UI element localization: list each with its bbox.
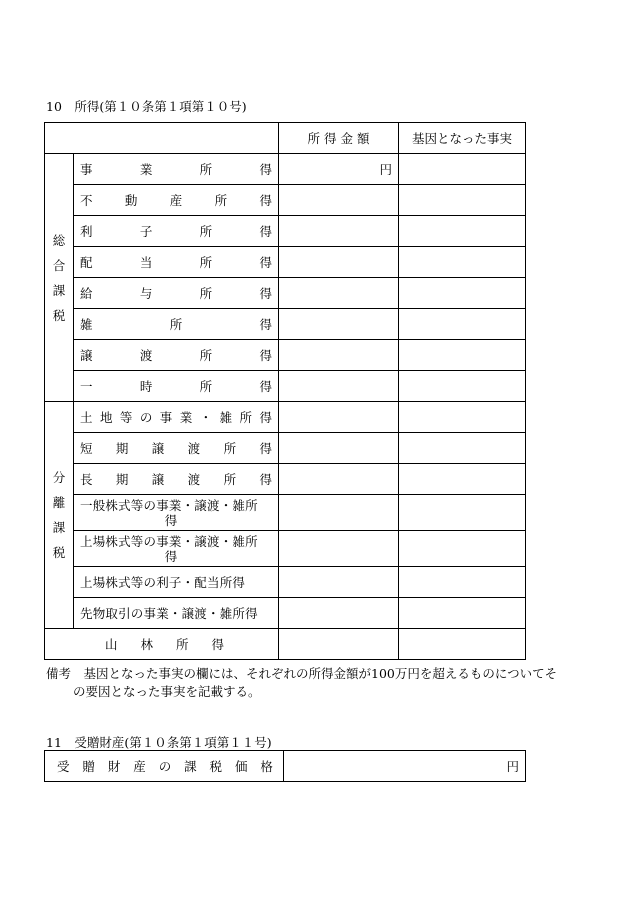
table-row	[45, 402, 526, 433]
remark-line1: 備考 基因となった事実の欄には、それぞれの所得金額が100万円を超えるものについてそ	[46, 666, 558, 681]
label-char: 得	[259, 316, 272, 332]
header-basis: 基因となった事実	[399, 123, 526, 154]
label-char: 得	[259, 471, 272, 487]
label-char: 雑	[80, 316, 93, 332]
basis-fact-cell[interactable]	[399, 247, 526, 278]
income-type-label	[74, 216, 279, 247]
separate-taxation-label	[45, 402, 74, 629]
income-amount-cell[interactable]	[279, 371, 399, 402]
label-char: 産	[169, 192, 183, 208]
basis-fact-cell[interactable]	[399, 598, 526, 629]
label-char: 期	[115, 440, 129, 456]
income-amount-cell[interactable]	[279, 531, 399, 567]
income-type-label	[74, 402, 279, 433]
label-char: 業	[139, 161, 153, 177]
basis-fact-cell[interactable]	[399, 340, 526, 371]
group-label-char: 合	[52, 257, 66, 273]
table-row	[45, 154, 526, 185]
label-char: 渡	[187, 440, 201, 456]
forest-income-amount[interactable]	[279, 629, 399, 660]
basis-fact-cell[interactable]	[399, 185, 526, 216]
label-char: 長	[80, 471, 93, 487]
label-char: 時	[139, 378, 153, 394]
income-type-label	[74, 247, 279, 278]
label-char: 受	[57, 758, 70, 774]
basis-fact-cell[interactable]	[399, 216, 526, 247]
label-char: 得	[259, 254, 272, 270]
income-amount-cell[interactable]	[279, 567, 399, 598]
label-char: 得	[259, 440, 272, 456]
label-char: 得	[211, 636, 224, 652]
label-char: 得	[259, 223, 272, 239]
basis-fact-cell[interactable]	[399, 495, 526, 531]
table-row	[45, 495, 526, 531]
label-char: 課	[184, 758, 197, 774]
income-type-text	[74, 317, 278, 332]
income-type-text	[74, 410, 278, 425]
label-char: 所	[223, 471, 237, 487]
general-taxation-label	[45, 154, 74, 402]
label-char: 得	[259, 161, 272, 177]
label-char: 所	[175, 636, 189, 652]
gift-table	[44, 750, 526, 782]
label-char: 所	[199, 254, 213, 270]
table-row	[45, 464, 526, 495]
label-char: 所	[199, 161, 213, 177]
label-char: 税	[209, 758, 223, 774]
income-type-text	[74, 348, 278, 363]
income-type-text: 上場株式等の事業・譲渡・雑所	[80, 533, 258, 549]
basis-fact-cell[interactable]	[399, 154, 526, 185]
income-amount-cell[interactable]	[279, 433, 399, 464]
income-type-text	[74, 224, 278, 239]
income-amount-cell[interactable]	[279, 278, 399, 309]
label-char: 所	[199, 285, 213, 301]
label-char: 格	[260, 758, 273, 774]
label-char: 所	[199, 347, 213, 363]
income-type-text: 一般株式等の事業・譲渡・雑所	[80, 497, 258, 513]
gift-value[interactable]	[284, 751, 526, 782]
income-amount-cell[interactable]	[279, 309, 399, 340]
group-label-char: 離	[52, 495, 66, 510]
label-char: 得	[259, 347, 272, 363]
income-amount-cell[interactable]	[279, 464, 399, 495]
income-type-text	[74, 472, 278, 487]
forest-income-basis[interactable]	[399, 629, 526, 660]
basis-fact-cell[interactable]	[399, 278, 526, 309]
label-char: 産	[133, 758, 146, 774]
basis-fact-cell[interactable]	[399, 309, 526, 340]
income-type-label	[74, 598, 279, 629]
table-row	[45, 567, 526, 598]
basis-fact-cell[interactable]	[399, 464, 526, 495]
income-amount-cell[interactable]	[279, 495, 399, 531]
income-type-label	[74, 371, 279, 402]
table-row	[45, 309, 526, 340]
label-char: 期	[115, 471, 129, 487]
basis-fact-cell[interactable]	[399, 371, 526, 402]
yen-unit: 円	[506, 758, 519, 774]
basis-fact-cell[interactable]	[399, 531, 526, 567]
label-char: 譲	[80, 347, 93, 363]
label-char: 林	[140, 636, 153, 652]
label-char: ・	[199, 409, 213, 425]
income-type-label	[74, 531, 279, 567]
income-type-label	[74, 464, 279, 495]
label-char: 所	[223, 440, 237, 456]
group-label-char: 税	[52, 545, 66, 560]
label-char: 所	[169, 316, 183, 332]
label-char: 地	[99, 409, 113, 425]
label-char: 動	[124, 192, 138, 208]
group-label-char: 総	[52, 232, 66, 248]
label-char: 当	[139, 254, 153, 270]
label-char: 渡	[187, 471, 201, 487]
label-char: 得	[259, 378, 272, 394]
label-char: 子	[139, 223, 153, 239]
label-char: 配	[80, 254, 93, 270]
forest-income-label	[45, 629, 279, 660]
label-char: 事	[80, 161, 93, 177]
header-amount: 所 得 金 額	[279, 123, 399, 154]
label-char: 譲	[151, 440, 165, 456]
income-type-label	[74, 340, 279, 371]
income-amount-cell[interactable]	[279, 340, 399, 371]
income-type-text-cont: 得	[164, 548, 178, 564]
label-char: 与	[139, 285, 153, 301]
income-type-text	[74, 193, 278, 208]
label-char: 利	[80, 223, 93, 239]
income-amount-cell[interactable]	[279, 247, 399, 278]
remark-line2: の要因となった事実を記載する。	[73, 684, 261, 699]
income-type-label	[74, 309, 279, 340]
income-type-text	[74, 286, 278, 301]
header-blank	[45, 123, 279, 154]
label-char: 得	[259, 409, 272, 425]
label-char: 不	[80, 192, 93, 208]
group-label-char: 課	[52, 520, 66, 535]
income-table	[44, 122, 526, 660]
income-amount-cell[interactable]	[279, 154, 399, 185]
income-type-text: 先物取引の事業・譲渡・雑所得	[80, 605, 258, 621]
income-amount-cell[interactable]	[279, 185, 399, 216]
label-char: 短	[80, 440, 93, 456]
label-char: 事	[159, 409, 173, 425]
label-char: 所	[239, 409, 253, 425]
yen-unit: 円	[379, 161, 392, 177]
income-type-text	[74, 379, 278, 394]
label-char: 給	[80, 285, 93, 301]
label-char: 雑	[219, 409, 233, 425]
income-type-text: 上場株式等の利子・配当所得	[80, 574, 246, 590]
group-label-char: 税	[52, 307, 66, 323]
income-type-label	[74, 433, 279, 464]
label-char: 土	[80, 409, 93, 425]
income-type-text-cont: 得	[164, 512, 178, 528]
label-char: 得	[259, 285, 272, 301]
label-char: 渡	[139, 347, 153, 363]
income-type-text	[74, 255, 278, 270]
label-char: 譲	[151, 471, 165, 487]
section10-title: 10 所得(第１０条第１項第１０号)	[46, 99, 247, 114]
income-amount-cell[interactable]	[279, 216, 399, 247]
label-char: 業	[179, 409, 193, 425]
general-taxation-group	[45, 154, 526, 402]
separate-taxation-group	[45, 402, 526, 629]
basis-fact-cell[interactable]	[399, 402, 526, 433]
label-char: 山	[105, 636, 118, 652]
label-char: 所	[199, 378, 213, 394]
table-row	[45, 531, 526, 567]
table-row	[45, 598, 526, 629]
income-type-text	[74, 441, 278, 456]
income-type-label	[74, 278, 279, 309]
label-char: 価	[234, 758, 248, 774]
table-row	[45, 278, 526, 309]
label-char: 得	[259, 192, 272, 208]
table-row	[45, 216, 526, 247]
gift-label	[45, 751, 284, 782]
label-char: の	[139, 409, 153, 425]
table-row	[45, 247, 526, 278]
label-char: 等	[119, 409, 133, 425]
basis-fact-cell[interactable]	[399, 567, 526, 598]
label-char: 所	[214, 192, 228, 208]
label-char: 財	[107, 758, 121, 774]
label-char: 贈	[82, 758, 95, 774]
income-type-text	[74, 162, 278, 177]
section11-title: 11 受贈財産(第１０条第１項第１１号)	[46, 735, 272, 750]
label-char: の	[158, 758, 172, 774]
table-row	[45, 340, 526, 371]
income-amount-cell[interactable]	[279, 598, 399, 629]
table-row	[45, 433, 526, 464]
income-type-label	[74, 185, 279, 216]
basis-fact-cell[interactable]	[399, 433, 526, 464]
income-type-label	[74, 567, 279, 598]
label-char: 一	[80, 378, 93, 394]
group-label-char: 分	[52, 470, 66, 485]
table-row	[45, 371, 526, 402]
income-amount-cell[interactable]	[279, 402, 399, 433]
group-label-char: 課	[52, 282, 66, 298]
income-type-label	[74, 495, 279, 531]
income-type-label	[74, 154, 279, 185]
table-row	[45, 185, 526, 216]
label-char: 所	[199, 223, 213, 239]
